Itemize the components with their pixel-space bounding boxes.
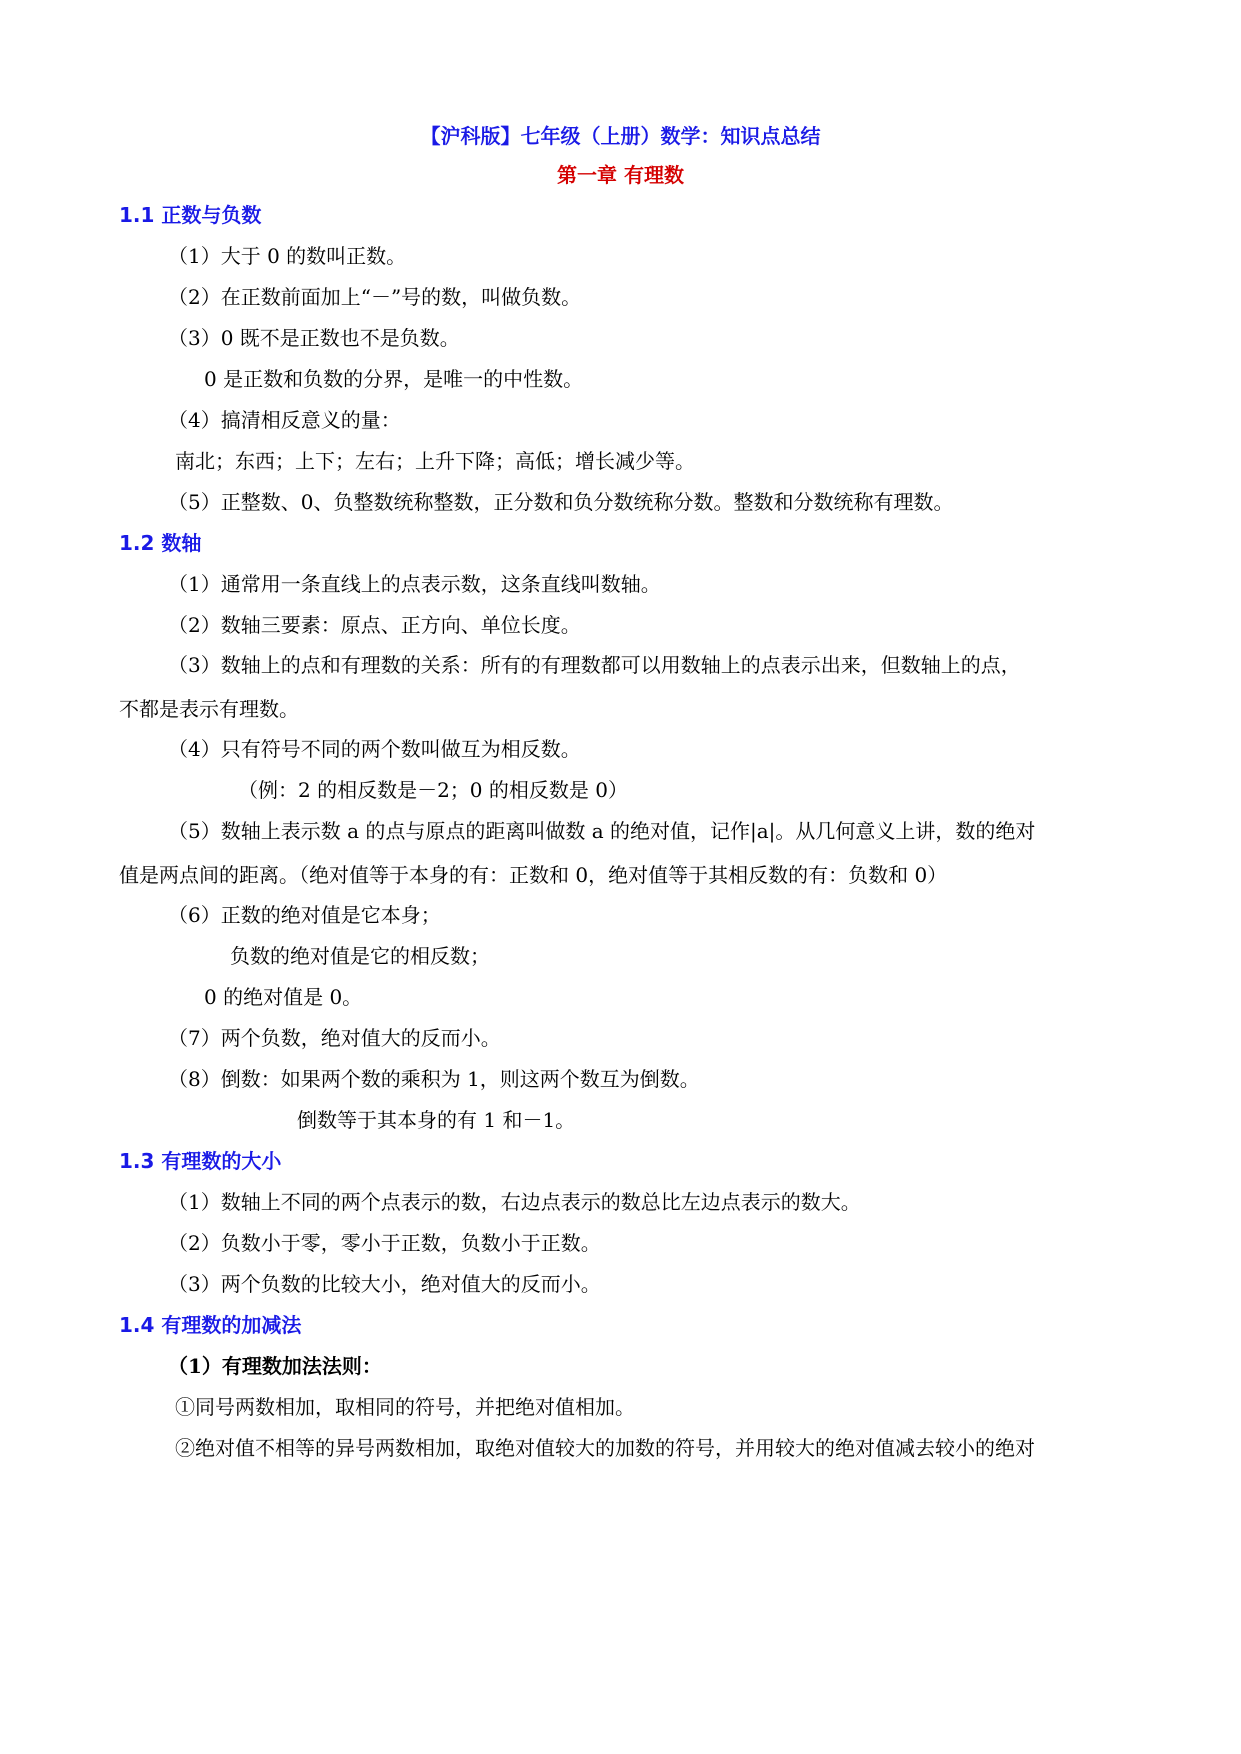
paragraph: （1）大于 0 的数叫正数。 <box>168 244 407 268</box>
paragraph: ②绝对值不相等的异号两数相加，取绝对值较大的加数的符号，并用较大的绝对值减去较小的绝对 <box>175 1436 1035 1460</box>
paragraph: （2）数轴三要素：原点、正方向、单位长度。 <box>168 613 581 637</box>
paragraph: （4）搞清相反意义的量： <box>168 408 401 432</box>
paragraph: （6）正数的绝对值是它本身； <box>168 903 441 927</box>
paragraph: （3）两个负数的比较大小，绝对值大的反而小。 <box>168 1272 601 1296</box>
subheading: （1）有理数加法法则： <box>168 1354 382 1378</box>
section-heading-1-1: 1.1 正数与负数 <box>119 203 262 227</box>
section-heading-1-4: 1.4 有理数的加减法 <box>119 1313 302 1337</box>
chapter-title: 第一章 有理数 <box>557 163 684 187</box>
paragraph: （5）数轴上表示数 a 的点与原点的距离叫做数 a 的绝对值，记作|a|。从几何意义上讲，数的绝对 <box>168 819 1036 843</box>
paragraph: （例：2 的相反数是－2；0 的相反数是 0） <box>238 778 628 802</box>
paragraph: （1）通常用一条直线上的点表示数，这条直线叫数轴。 <box>168 572 661 596</box>
paragraph: 负数的绝对值是它的相反数； <box>230 944 490 968</box>
paragraph: （8）倒数：如果两个数的乘积为 1，则这两个数互为倒数。 <box>168 1067 700 1091</box>
paragraph: 倒数等于其本身的有 1 和－1。 <box>297 1108 576 1132</box>
paragraph: 值是两点间的距离。（绝对值等于本身的有：正数和 0，绝对值等于其相反数的有：负数和 0） <box>119 863 948 887</box>
paragraph: 不都是表示有理数。 <box>119 697 299 721</box>
paragraph: （2）负数小于零，零小于正数，负数小于正数。 <box>168 1231 601 1255</box>
paragraph: （3）数轴上的点和有理数的关系：所有的有理数都可以用数轴上的点表示出来，但数轴上的点， <box>168 653 1021 677</box>
paragraph: 0 是正数和负数的分界，是唯一的中性数。 <box>204 367 584 391</box>
document-title: 【沪科版】七年级（上册）数学：知识点总结 <box>420 124 821 148</box>
paragraph: ①同号两数相加，取相同的符号，并把绝对值相加。 <box>175 1395 635 1419</box>
paragraph: 0 的绝对值是 0。 <box>204 985 363 1009</box>
paragraph: （4）只有符号不同的两个数叫做互为相反数。 <box>168 737 581 761</box>
paragraph: （2）在正数前面加上“－”号的数，叫做负数。 <box>168 285 582 309</box>
paragraph: （5）正整数、0、负整数统称整数，正分数和负分数统称分数。整数和分数统称有理数。 <box>168 490 954 514</box>
section-heading-1-3: 1.3 有理数的大小 <box>119 1149 282 1173</box>
section-heading-1-2: 1.2 数轴 <box>119 531 202 555</box>
paragraph: （3）0 既不是正数也不是负数。 <box>168 326 460 350</box>
paragraph: 南北；东西；上下；左右；上升下降；高低；增长减少等。 <box>175 449 695 473</box>
paragraph: （7）两个负数，绝对值大的反而小。 <box>168 1026 501 1050</box>
paragraph: （1）数轴上不同的两个点表示的数，右边点表示的数总比左边点表示的数大。 <box>168 1190 861 1214</box>
